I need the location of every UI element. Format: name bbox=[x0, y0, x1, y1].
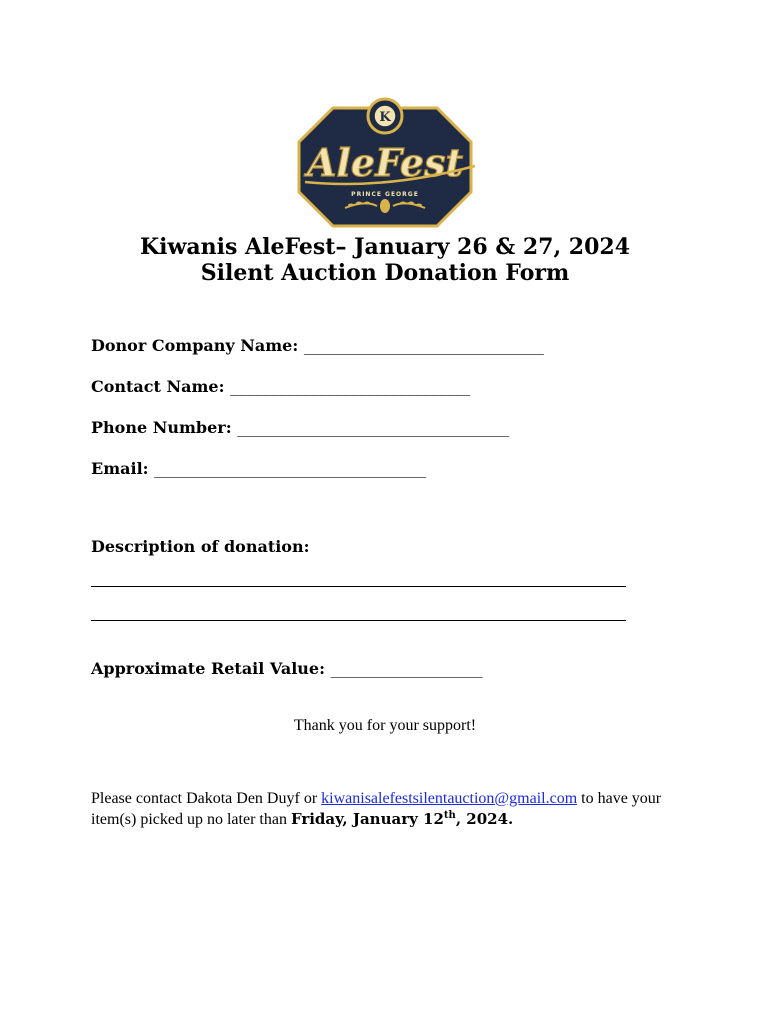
phone-number-blank: __________________________________ bbox=[237, 418, 510, 437]
retail-value-field[interactable] bbox=[91, 659, 483, 679]
contact-middle: to have your item(s) picked up no later than bbox=[91, 790, 662, 828]
contact-name-label: Contact Name: bbox=[91, 377, 225, 396]
form-title: Kiwanis AleFest– January 26 & 27, 2024 bbox=[139, 234, 630, 260]
logo-brand-text: AleFest bbox=[306, 140, 464, 185]
retail-value-label: Approximate Retail Value: bbox=[91, 659, 326, 678]
kiwanis-emblem-letter: K bbox=[379, 110, 391, 125]
form-subtitle: Silent Auction Donation Form bbox=[200, 260, 570, 286]
pickup-deadline: Friday, January 12th, 2024. bbox=[290, 810, 514, 828]
retail-value-blank: ___________________ bbox=[330, 659, 483, 678]
description-line-2[interactable] bbox=[91, 620, 626, 621]
contact-paragraph bbox=[91, 788, 691, 830]
contact-name-blank: ______________________________ bbox=[230, 377, 471, 396]
contact-email-link[interactable]: kiwanisalefestsilentauction@gmail.com bbox=[321, 790, 578, 807]
contact-prefix: Please contact Dakota Den Duyf or bbox=[91, 790, 322, 807]
phone-number-field[interactable] bbox=[91, 418, 509, 438]
thank-you-text: Thank you for your support! bbox=[293, 717, 477, 734]
email-field[interactable] bbox=[91, 459, 426, 479]
description-line-1[interactable] bbox=[91, 586, 626, 587]
contact-name-field[interactable] bbox=[91, 377, 470, 397]
donor-company-label: Donor Company Name: bbox=[91, 336, 299, 355]
alefest-logo bbox=[285, 96, 485, 232]
email-label: Email: bbox=[91, 459, 149, 478]
description-label: Description of donation: bbox=[91, 537, 310, 556]
phone-number-label: Phone Number: bbox=[91, 418, 232, 437]
donor-company-field[interactable] bbox=[91, 336, 544, 356]
logo-sub-text: PRINCE GEORGE bbox=[351, 191, 419, 198]
donor-company-blank: ______________________________ bbox=[303, 336, 544, 355]
email-blank: __________________________________ bbox=[154, 459, 427, 478]
